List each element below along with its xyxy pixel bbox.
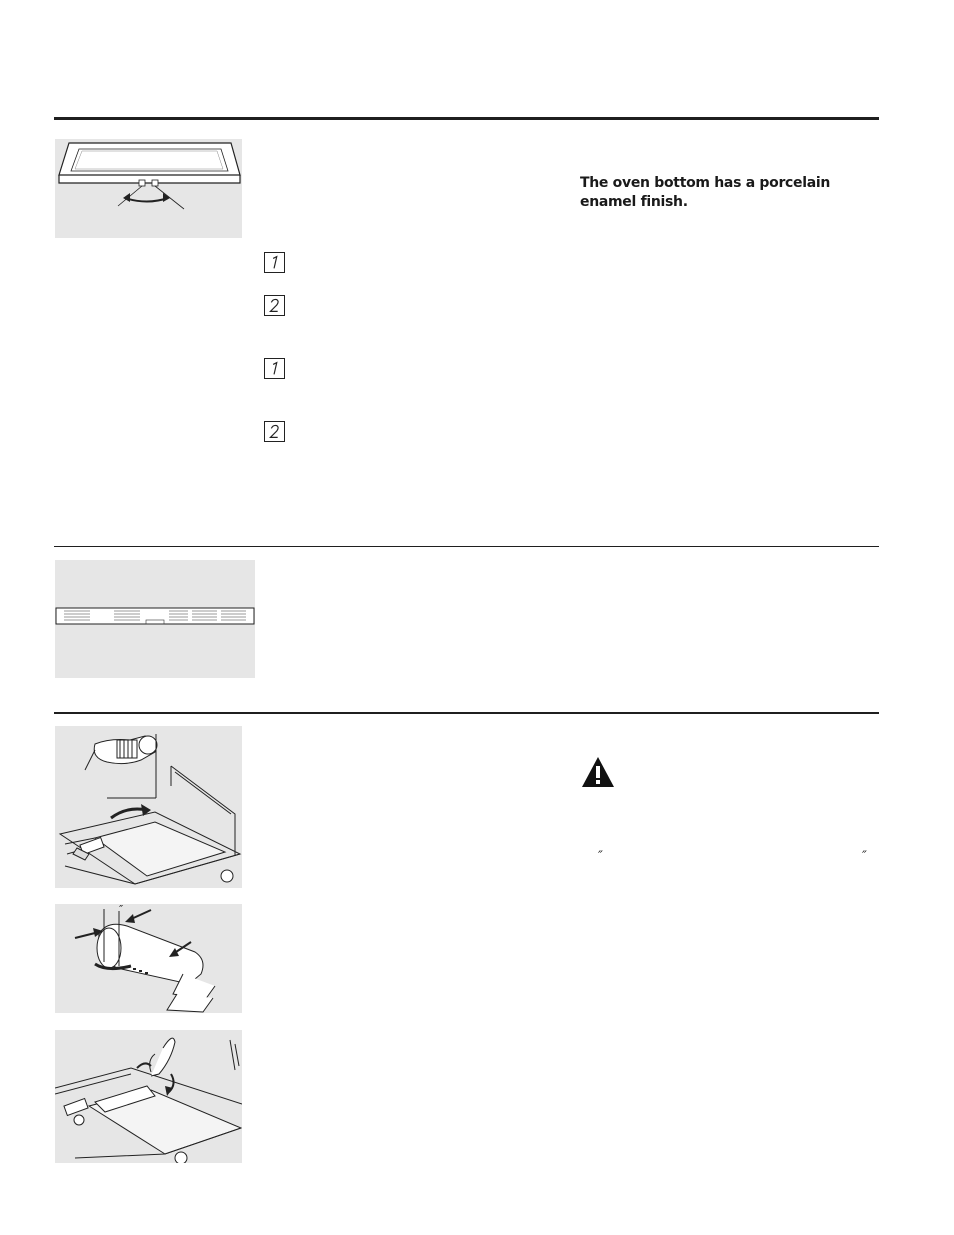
step-badge-2: [264, 295, 285, 316]
inch-mark-right: ″: [862, 849, 867, 864]
section-rule-top: [54, 117, 879, 120]
inch-mark-left: ″: [598, 849, 603, 864]
step-badge-1: [264, 252, 285, 273]
step-badge-2b: [264, 421, 285, 442]
burner-reinstall-illustration: [55, 1030, 242, 1163]
step-badge-1b: [264, 358, 285, 379]
burner-air-shutter-illustration: [55, 904, 242, 1013]
section-rule-burner: [54, 712, 879, 714]
oven-bottom-note: The oven bottom has a porcelain enamel finish.: [580, 175, 831, 210]
burner-removal-illustration: [55, 726, 242, 888]
vent-grille-illustration: [55, 560, 255, 678]
warning-triangle-icon: [580, 755, 616, 791]
inch-mark-figure: ″: [119, 903, 124, 916]
oven-bottom-panel-illustration: [55, 139, 242, 238]
section-rule-vent: [54, 546, 879, 547]
